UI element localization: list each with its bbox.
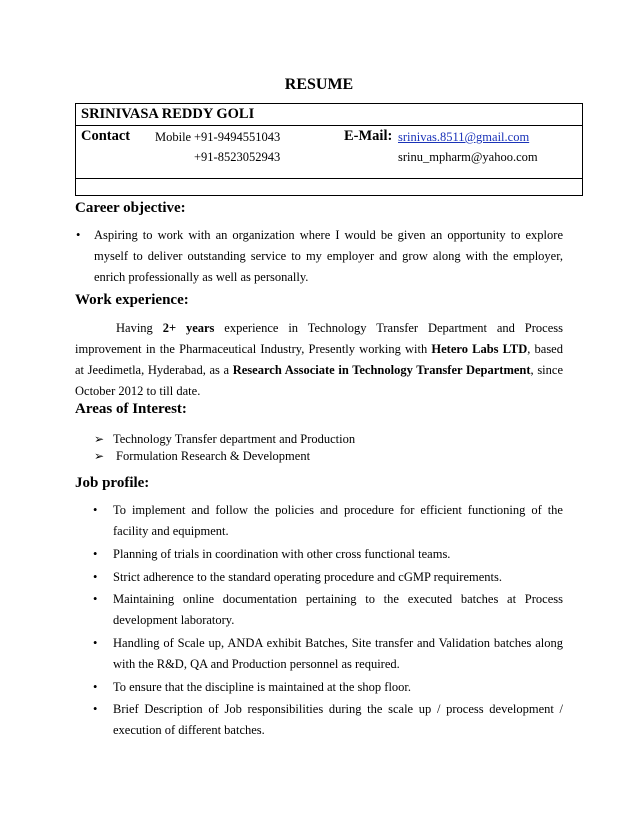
interest-item: Technology Transfer department and Production [113, 432, 356, 446]
work-experience-paragraph [75, 318, 563, 402]
job-item: Maintaining online documentation pertaining to the executed batches at Process development laboratory. [113, 592, 563, 627]
work-experience-heading: Work experience: [75, 292, 189, 308]
work-text-4: , since October 2012 to till date. [75, 363, 563, 398]
job-item: Strict adherence to the standard operating procedure and cGMP requirements. [113, 570, 502, 584]
work-years: 2+ years [162, 321, 215, 335]
job-item: To implement and follow the policies and procedure for efficient functioning of the facility and equipment. [113, 503, 563, 538]
document-title: RESUME [284, 76, 354, 93]
arrow-bullet-icon: ➢ [94, 449, 105, 463]
work-text-3: , based at Jeedimetla, Hyderabad, as a [75, 342, 563, 377]
job-item: To ensure that the discipline is maintained at the shop floor. [113, 680, 412, 694]
job-item: Handling of Scale up, ANDA exhibit Batches, Site transfer and Validation batches along with the R&D, QA and Production personnel as required. [113, 636, 563, 671]
header-divider-bottom [76, 178, 582, 179]
bullet-icon: • [93, 680, 98, 694]
bullet-icon: • [93, 702, 98, 716]
bullet-icon: • [93, 636, 98, 650]
work-role: Research Associate in Technology Transfer Department [232, 363, 531, 377]
email-label: E-Mail: [344, 128, 393, 144]
job-item: Planning of trials in coordination with other cross functional teams. [113, 547, 451, 561]
candidate-name: SRINIVASA REDDY GOLI [81, 106, 255, 122]
mobile-label: Mobile [155, 130, 192, 144]
work-text-1: Having [116, 321, 163, 335]
header-divider [76, 125, 582, 126]
bullet-icon: • [93, 547, 98, 561]
email-secondary: srinu_mpharm@yahoo.com [398, 150, 538, 164]
phone-primary: +91-9494551043 [194, 130, 281, 144]
career-objective-heading: Career objective: [75, 200, 186, 216]
job-item: Brief Description of Job responsibilities during the scale up / process development / execution of different batches. [113, 702, 563, 737]
job-profile-heading: Job profile: [75, 475, 150, 491]
bullet-icon: • [93, 503, 98, 517]
areas-of-interest-heading: Areas of Interest: [75, 401, 187, 417]
work-text-2: experience in Technology Transfer Department and Process improvement in the Pharmaceutical Industry, Presently working with [75, 321, 563, 356]
bullet-icon: • [93, 570, 98, 584]
interest-item: Formulation Research & Development [116, 449, 311, 463]
career-objective-text: Aspiring to work with an organization where I would be given an opportunity to explore myself to deliver outstanding service to my employer and grow along with the employer, enrich professionally as well as personally. [94, 228, 563, 284]
phone-secondary: +91-8523052943 [194, 150, 281, 164]
header-box [75, 103, 583, 196]
work-company: Hetero Labs LTD [431, 342, 528, 356]
contact-label: Contact [81, 128, 131, 144]
email-primary-link[interactable]: srinivas.8511@gmail.com [398, 130, 530, 144]
bullet-icon: • [76, 228, 81, 242]
bullet-icon: • [93, 592, 98, 606]
arrow-bullet-icon: ➢ [94, 432, 105, 446]
